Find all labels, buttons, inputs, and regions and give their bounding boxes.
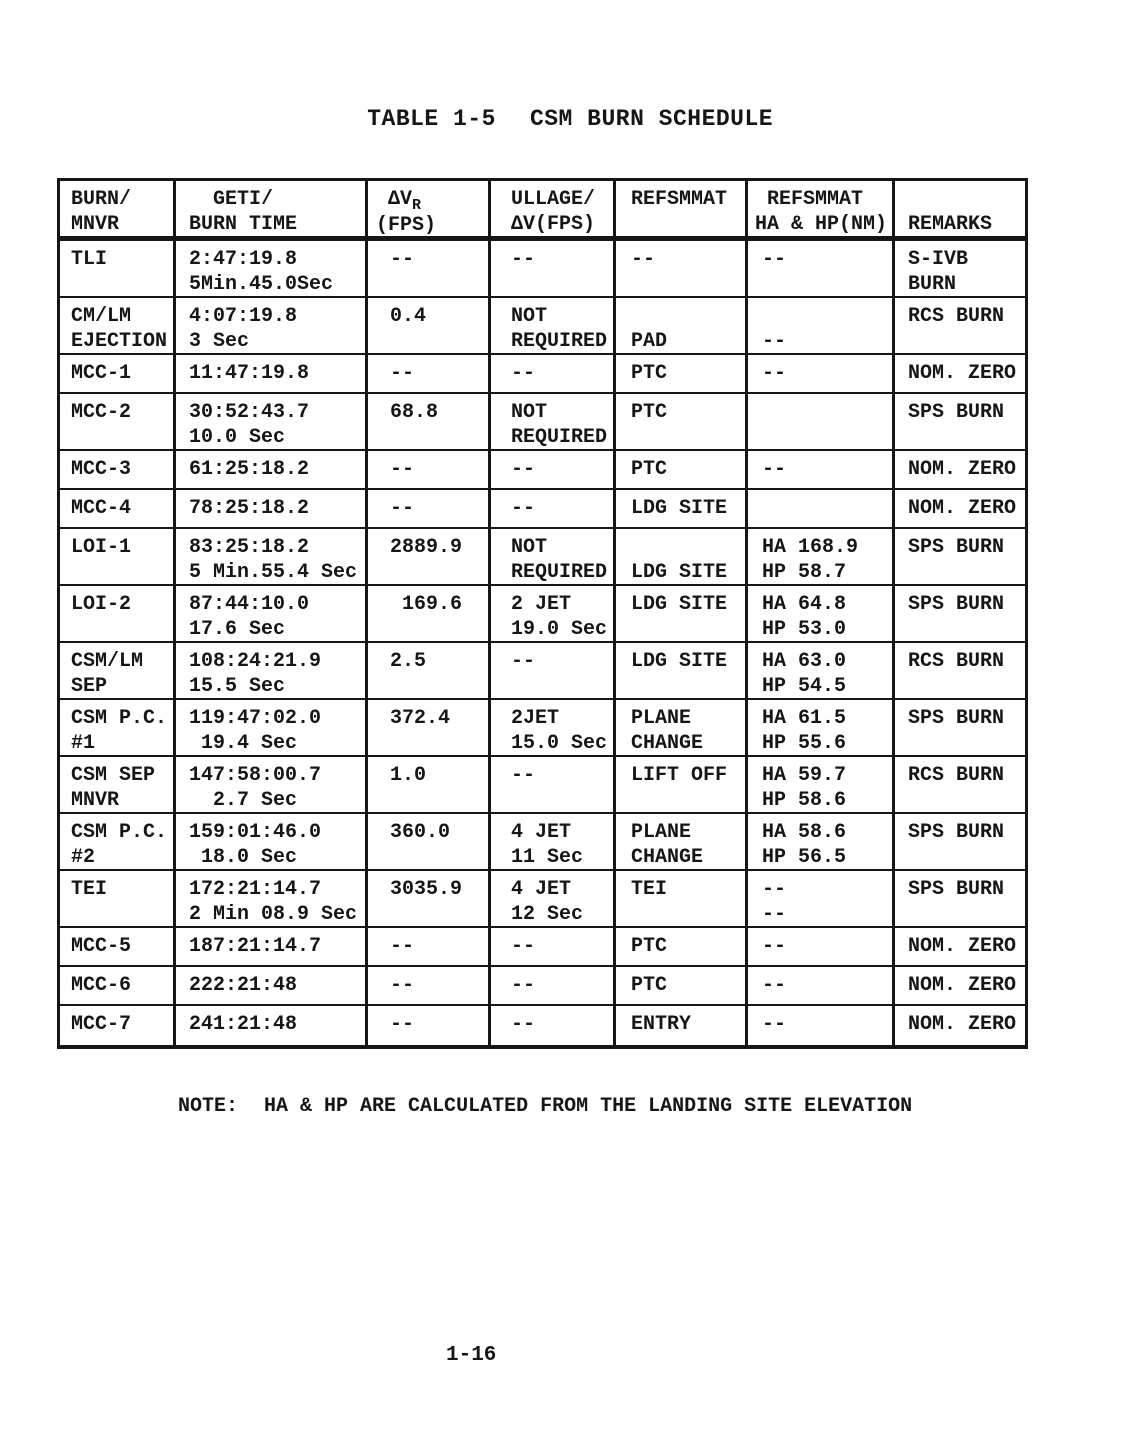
cell-line: 78:25:18.2 (189, 497, 310, 520)
cell-burn (60, 1006, 176, 1045)
cell-line: PTC (631, 458, 668, 481)
cell-remarks (895, 643, 1025, 700)
cell-dv (368, 298, 491, 355)
cell-line: 108:24:21.9 (189, 650, 322, 673)
cell-line: 2 JET (511, 593, 572, 616)
cell-hahp (748, 394, 895, 451)
cell-line: TLI (71, 248, 108, 271)
cell-line: PAD (631, 330, 668, 353)
cell-remarks (895, 757, 1025, 814)
header-cell-ullage (491, 181, 616, 241)
cell-line: HP 53.0 (762, 618, 847, 641)
cell-burn (60, 451, 176, 490)
cell-line: 19.4 Sec (189, 732, 298, 755)
cell-line: 172:21:14.7 (189, 878, 322, 901)
cell-line: MCC-7 (71, 1013, 132, 1036)
cell-line: SEP (71, 675, 108, 698)
cell-line: REQUIRED (511, 330, 608, 353)
cell-line: 5 Min.55.4 Sec (189, 561, 358, 584)
cell-hahp (748, 355, 895, 394)
cell-line: REQUIRED (511, 561, 608, 584)
cell-dv (368, 871, 491, 928)
cell-dv (368, 1006, 491, 1045)
cell-line: -- (511, 458, 536, 481)
cell-geti (176, 1006, 368, 1045)
cell-line: CSM P.C. (71, 821, 168, 844)
cell-refsmmat (616, 700, 748, 757)
cell-dv (368, 967, 491, 1006)
cell-line: CSM SEP (71, 764, 156, 787)
cell-burn (60, 355, 176, 394)
cell-refsmmat (616, 586, 748, 643)
cell-remarks (895, 355, 1025, 394)
cell-line: 11:47:19.8 (189, 362, 310, 385)
cell-line: 68.8 (390, 401, 439, 424)
cell-line (631, 535, 745, 560)
cell-line: HA 64.8 (762, 593, 847, 616)
cell-burn (60, 241, 176, 298)
cell-dv (368, 241, 491, 298)
cell-hahp (748, 529, 895, 586)
cell-line: -- (390, 362, 415, 385)
cell-line: SPS BURN (908, 536, 1005, 559)
cell-line: HP 56.5 (762, 846, 847, 869)
cell-line (631, 304, 745, 329)
cell-burn (60, 298, 176, 355)
cell-line: 4 JET (511, 821, 572, 844)
cell-dv (368, 643, 491, 700)
cell-dv (368, 529, 491, 586)
table-number: TABLE 1-5 (367, 106, 496, 132)
cell-ullage (491, 871, 616, 928)
cell-line: ΔV(FPS) (511, 213, 596, 236)
cell-line: 2.7 Sec (189, 789, 298, 812)
cell-line: 2 Min 08.9 Sec (189, 903, 358, 926)
cell-line: HA 63.0 (762, 650, 847, 673)
cell-line: LDG SITE (631, 561, 728, 584)
cell-line: GETI/ (189, 188, 274, 211)
cell-ullage (491, 241, 616, 298)
cell-line: -- (511, 650, 536, 673)
cell-dv (368, 394, 491, 451)
header-cell-dv (368, 181, 491, 241)
cell-ullage (491, 298, 616, 355)
cell-remarks (895, 700, 1025, 757)
cell-burn (60, 928, 176, 967)
cell-refsmmat (616, 643, 748, 700)
cell-burn (60, 967, 176, 1006)
cell-line: -- (762, 903, 787, 926)
cell-line: LOI-2 (71, 593, 132, 616)
cell-geti (176, 490, 368, 529)
cell-line: NOM. ZERO (908, 974, 1017, 997)
cell-dv (368, 355, 491, 394)
cell-burn (60, 700, 176, 757)
cell-line: MCC-2 (71, 401, 132, 424)
cell-line: CSM/LM (71, 650, 144, 673)
cell-line: PTC (631, 401, 668, 424)
cell-line: REMARKS (908, 213, 993, 236)
cell-line: 2:47:19.8 (189, 248, 298, 271)
cell-geti (176, 643, 368, 700)
cell-geti (176, 241, 368, 298)
csm-burn-schedule-table (57, 178, 1028, 1049)
cell-line: 11 Sec (511, 846, 584, 869)
cell-ullage (491, 757, 616, 814)
cell-remarks (895, 451, 1025, 490)
cell-burn (60, 643, 176, 700)
cell-line: HP 58.7 (762, 561, 847, 584)
cell-ullage (491, 529, 616, 586)
cell-line: BURN TIME (189, 213, 298, 236)
cell-refsmmat (616, 814, 748, 871)
cell-line: 15.5 Sec (189, 675, 286, 698)
header-cell-burn (60, 181, 176, 241)
cell-line: NOT (511, 305, 548, 328)
cell-burn (60, 814, 176, 871)
cell-line: PTC (631, 362, 668, 385)
cell-line: HA 58.6 (762, 821, 847, 844)
cell-line: NOM. ZERO (908, 1013, 1017, 1036)
page-title (310, 80, 773, 158)
cell-line: RCS BURN (908, 305, 1005, 328)
cell-hahp (748, 967, 895, 1006)
cell-geti (176, 700, 368, 757)
cell-line: 87:44:10.0 (189, 593, 310, 616)
cell-refsmmat (616, 967, 748, 1006)
cell-refsmmat (616, 529, 748, 586)
cell-refsmmat (616, 241, 748, 298)
cell-line: HA 168.9 (762, 536, 859, 559)
cell-hahp (748, 871, 895, 928)
cell-line: RCS BURN (908, 764, 1005, 787)
cell-hahp (748, 814, 895, 871)
cell-line: SPS BURN (908, 401, 1005, 424)
cell-line: NOT (511, 401, 548, 424)
header-cell-refsmmat (616, 181, 748, 241)
cell-remarks (895, 241, 1025, 298)
cell-geti (176, 757, 368, 814)
cell-line: 83:25:18.2 (189, 536, 310, 559)
cell-ullage (491, 490, 616, 529)
cell-line: 3035.9 (390, 878, 463, 901)
cell-dv (368, 700, 491, 757)
page-number: 1-16 (446, 1344, 497, 1367)
cell-geti (176, 871, 368, 928)
cell-line: 187:21:14.7 (189, 935, 322, 958)
cell-geti (176, 814, 368, 871)
cell-line: LDG SITE (631, 650, 728, 673)
delta-v-symbol: ΔV (376, 188, 413, 211)
cell-geti (176, 298, 368, 355)
cell-line: HP 54.5 (762, 675, 847, 698)
cell-line: -- (511, 974, 536, 997)
cell-hahp (748, 757, 895, 814)
cell-line: 12 Sec (511, 903, 584, 926)
cell-line: CHANGE (631, 846, 704, 869)
cell-line: PTC (631, 935, 668, 958)
cell-line: NOT (511, 536, 548, 559)
cell-refsmmat (616, 490, 748, 529)
cell-line: -- (762, 330, 787, 353)
cell-line: 2.5 (390, 650, 427, 673)
cell-line: 372.4 (390, 707, 451, 730)
cell-line: 4:07:19.8 (189, 305, 298, 328)
cell-line: LIFT OFF (631, 764, 728, 787)
cell-dv (368, 814, 491, 871)
cell-line: -- (511, 935, 536, 958)
cell-line: -- (762, 974, 787, 997)
cell-burn (60, 490, 176, 529)
cell-geti (176, 394, 368, 451)
cell-ullage (491, 451, 616, 490)
cell-line: HA 59.7 (762, 764, 847, 787)
cell-dv (368, 490, 491, 529)
table-title: CSM BURN SCHEDULE (529, 106, 774, 132)
cell-line: -- (762, 362, 787, 385)
cell-geti (176, 355, 368, 394)
cell-line: -- (390, 935, 415, 958)
cell-remarks (895, 814, 1025, 871)
cell-remarks (895, 298, 1025, 355)
cell-ullage (491, 1006, 616, 1045)
cell-refsmmat (616, 394, 748, 451)
cell-refsmmat (616, 1006, 748, 1045)
header-cell-remarks (895, 181, 1025, 241)
cell-line: 3 Sec (189, 330, 250, 353)
cell-hahp (748, 451, 895, 490)
cell-line: 2JET (511, 707, 560, 730)
cell-line: 5Min.45.0Sec (189, 273, 334, 296)
cell-hahp (748, 490, 895, 529)
cell-line: 360.0 (390, 821, 451, 844)
cell-refsmmat (616, 298, 748, 355)
cell-line: CM/LM (71, 305, 132, 328)
cell-burn (60, 871, 176, 928)
note-label: NOTE: (178, 1095, 239, 1118)
cell-line: -- (762, 458, 787, 481)
cell-line: REFSMMAT (631, 188, 728, 211)
cell-line: 2889.9 (390, 536, 463, 559)
cell-line: ULLAGE/ (511, 188, 596, 211)
header-cell-geti (176, 181, 368, 241)
cell-ullage (491, 586, 616, 643)
cell-line: -- (631, 248, 656, 271)
cell-line: BURN/ (71, 188, 132, 211)
cell-line: (FPS) (376, 214, 437, 237)
cell-geti (176, 928, 368, 967)
cell-line: NOM. ZERO (908, 458, 1017, 481)
footnote (130, 1072, 912, 1141)
cell-geti (176, 586, 368, 643)
cell-remarks (895, 967, 1025, 1006)
cell-line: LDG SITE (631, 593, 728, 616)
cell-line (762, 304, 892, 329)
cell-hahp (748, 1006, 895, 1045)
cell-line: TEI (631, 878, 668, 901)
cell-line: 147:58:00.7 (189, 764, 322, 787)
cell-line: SPS BURN (908, 821, 1005, 844)
cell-line: 169.6 (390, 593, 463, 616)
cell-refsmmat (616, 928, 748, 967)
cell-line: SPS BURN (908, 707, 1005, 730)
cell-line (376, 187, 488, 213)
cell-line: MCC-5 (71, 935, 132, 958)
cell-dv (368, 928, 491, 967)
cell-ullage (491, 355, 616, 394)
cell-line: HP 55.6 (762, 732, 847, 755)
cell-dv (368, 586, 491, 643)
cell-line: HA & HP(NM) (755, 213, 888, 236)
cell-line: -- (762, 878, 787, 901)
cell-line: PLANE (631, 707, 692, 730)
cell-refsmmat (616, 871, 748, 928)
header-cell-hahp (748, 181, 895, 241)
cell-line: -- (390, 248, 415, 271)
cell-burn (60, 394, 176, 451)
cell-line: -- (511, 764, 536, 787)
cell-line: MCC-4 (71, 497, 132, 520)
cell-remarks (895, 871, 1025, 928)
cell-geti (176, 451, 368, 490)
cell-line: PLANE (631, 821, 692, 844)
cell-line: REQUIRED (511, 426, 608, 449)
cell-hahp (748, 643, 895, 700)
cell-line: NOM. ZERO (908, 362, 1017, 385)
cell-line: BURN (908, 273, 957, 296)
cell-remarks (895, 928, 1025, 967)
cell-line: CHANGE (631, 732, 704, 755)
cell-refsmmat (616, 757, 748, 814)
cell-line: -- (390, 974, 415, 997)
cell-line: MCC-6 (71, 974, 132, 997)
cell-line: 241:21:48 (189, 1013, 298, 1036)
cell-line: -- (511, 497, 536, 520)
cell-ullage (491, 928, 616, 967)
note-text: HA & HP ARE CALCULATED FROM THE LANDING SITE ELEVATION (264, 1095, 913, 1118)
cell-line: HP 58.6 (762, 789, 847, 812)
cell-line: -- (762, 935, 787, 958)
cell-line: 4 JET (511, 878, 572, 901)
cell-hahp (748, 586, 895, 643)
cell-hahp (748, 298, 895, 355)
cell-ullage (491, 967, 616, 1006)
cell-line: 18.0 Sec (189, 846, 298, 869)
cell-line: 19.0 Sec (511, 618, 608, 641)
cell-hahp (748, 928, 895, 967)
cell-remarks (895, 529, 1025, 586)
cell-line: -- (511, 248, 536, 271)
cell-geti (176, 529, 368, 586)
cell-line: -- (390, 497, 415, 520)
cell-line: -- (511, 362, 536, 385)
cell-line: -- (390, 458, 415, 481)
cell-line: 0.4 (390, 305, 427, 328)
cell-line: MCC-3 (71, 458, 132, 481)
cell-line: EJECTION (71, 330, 168, 353)
cell-line: 61:25:18.2 (189, 458, 310, 481)
cell-line: ENTRY (631, 1013, 692, 1036)
cell-line: 30:52:43.7 (189, 401, 310, 424)
cell-line: RCS BURN (908, 650, 1005, 673)
cell-line: 222:21:48 (189, 974, 298, 997)
cell-line: #1 (71, 732, 96, 755)
cell-line: NOM. ZERO (908, 935, 1017, 958)
cell-remarks (895, 394, 1025, 451)
cell-ullage (491, 394, 616, 451)
cell-line (908, 187, 1025, 212)
cell-ullage (491, 700, 616, 757)
cell-geti (176, 967, 368, 1006)
cell-line: -- (762, 1013, 787, 1036)
cell-dv (368, 451, 491, 490)
cell-dv (368, 757, 491, 814)
cell-remarks (895, 586, 1025, 643)
delta-v-subscript: R (412, 197, 422, 214)
cell-burn (60, 529, 176, 586)
cell-burn (60, 757, 176, 814)
cell-hahp (748, 241, 895, 298)
cell-line: TEI (71, 878, 108, 901)
cell-line: S-IVB (908, 248, 969, 271)
cell-burn (60, 586, 176, 643)
cell-hahp (748, 700, 895, 757)
cell-remarks (895, 1006, 1025, 1045)
cell-line: NOM. ZERO (908, 497, 1017, 520)
cell-ullage (491, 814, 616, 871)
cell-line: SPS BURN (908, 593, 1005, 616)
cell-line: MCC-1 (71, 362, 132, 385)
cell-refsmmat (616, 355, 748, 394)
cell-line: 17.6 Sec (189, 618, 286, 641)
cell-line: MNVR (71, 789, 120, 812)
cell-line: CSM P.C. (71, 707, 168, 730)
cell-line: MNVR (71, 213, 120, 236)
cell-line: -- (762, 248, 787, 271)
cell-ullage (491, 643, 616, 700)
cell-line: REFSMMAT (755, 188, 864, 211)
cell-line: 119:47:02.0 (189, 707, 322, 730)
cell-line: -- (511, 1013, 536, 1036)
cell-line: HA 61.5 (762, 707, 847, 730)
cell-refsmmat (616, 451, 748, 490)
cell-line: #2 (71, 846, 96, 869)
cell-remarks (895, 490, 1025, 529)
cell-line: 159:01:46.0 (189, 821, 322, 844)
cell-line: PTC (631, 974, 668, 997)
cell-line: -- (390, 1013, 415, 1036)
cell-line: SPS BURN (908, 878, 1005, 901)
cell-line: LDG SITE (631, 497, 728, 520)
cell-line: 10.0 Sec (189, 426, 286, 449)
cell-line: 1.0 (390, 764, 427, 787)
cell-line: 15.0 Sec (511, 732, 608, 755)
cell-line: LOI-1 (71, 536, 132, 559)
